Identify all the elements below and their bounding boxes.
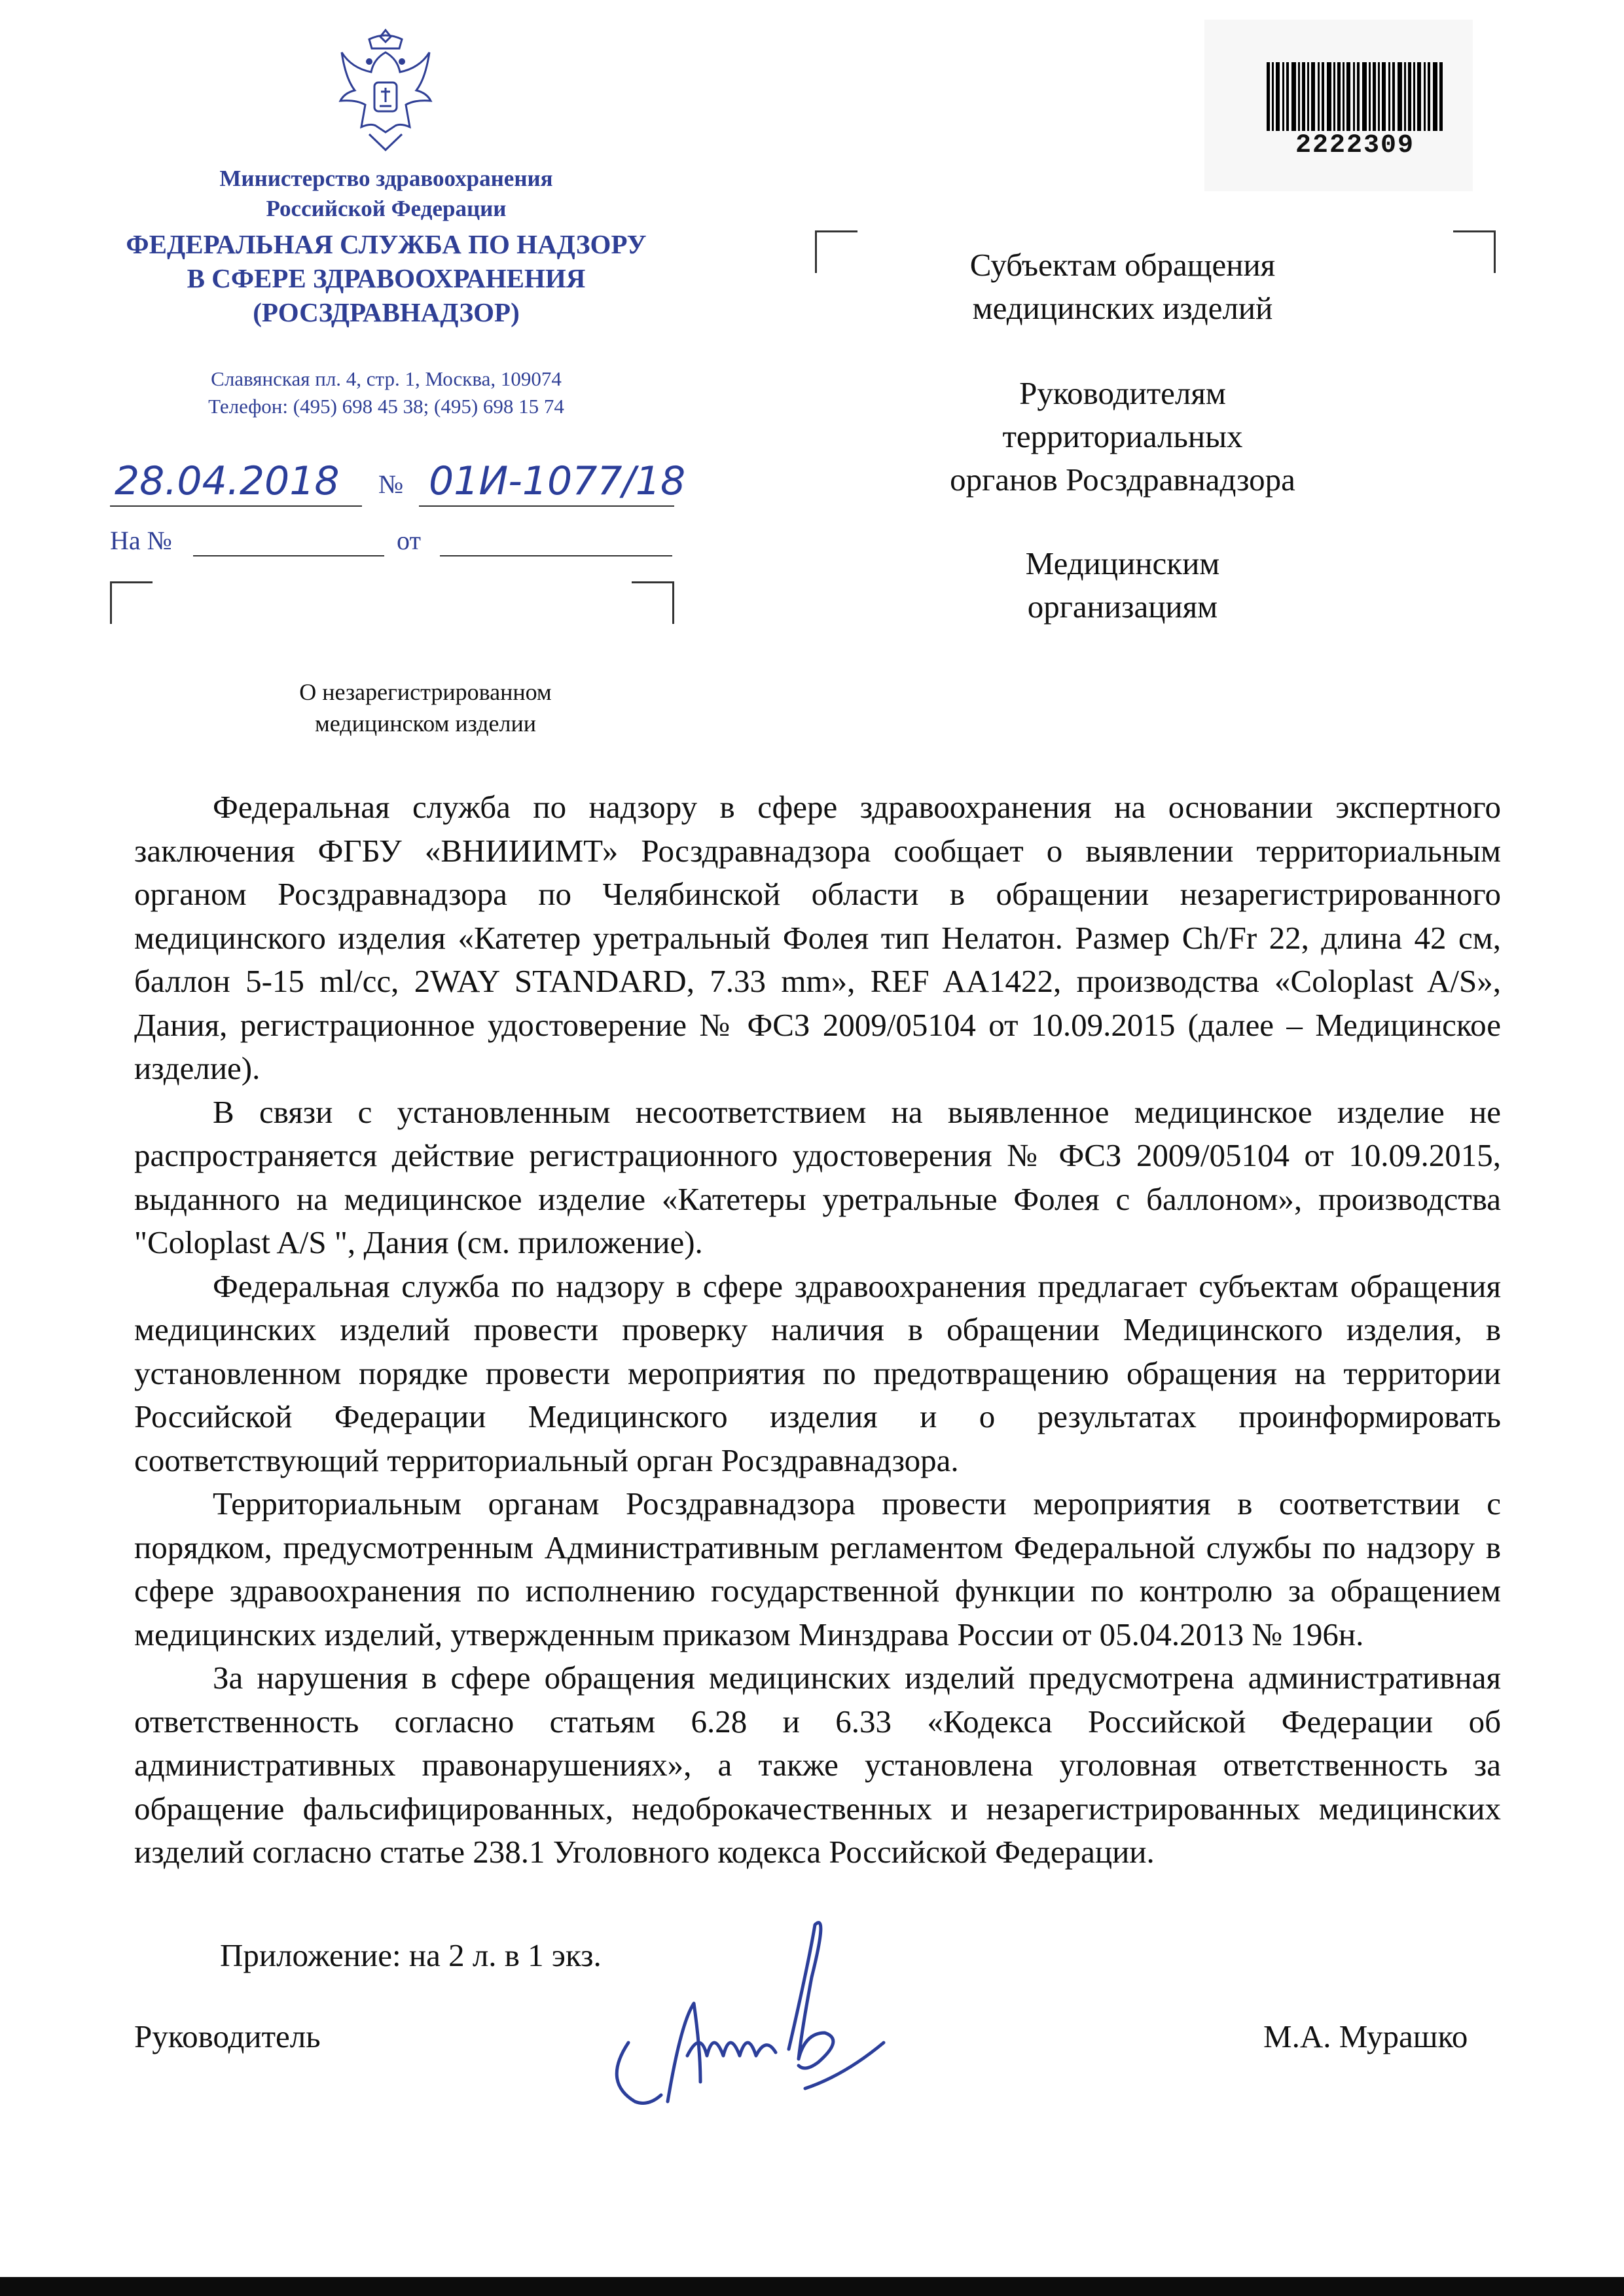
- reply-date-line: [440, 555, 672, 556]
- signatory-name: М.А. Мурашко: [1263, 2018, 1468, 2054]
- paragraph: В связи с установленным несоответствием на выявленное медицинское изделие не распространяется действие регистрационного удостоверения № ФСЗ 2009/05104 от 10.09.2015, выданного на медицинское изделие «Катетеры уретральные Фолея с баллоном», производства "Coloplast A/S ", Дания (см. приложение).: [134, 1093, 1501, 1260]
- corner-mark-recipient-right: [1453, 230, 1496, 273]
- letter-number: 01И-1077/18: [429, 458, 686, 504]
- attachment-note: Приложение: на 2 л. в 1 экз.: [220, 1937, 602, 1973]
- handwritten-signature: [589, 1905, 929, 2121]
- date-underline: [110, 505, 362, 507]
- barcode-icon: [1267, 62, 1443, 131]
- paragraph: Территориальным органам Росздравнадзора провести мероприятия в соответствии с порядком, предусмотренным Административным регламентом Федеральной службы по надзору в сфере здравоохранения по исполнению государственной функции по контролю за обращением медицинских изделий, утвержденным приказом Минздрава России от 05.04.2013 № 196н.: [134, 1485, 1501, 1652]
- recipient-block-1: Субъектам обращения медицинских изделий: [969, 247, 1276, 326]
- signatory-position: Руководитель: [134, 2018, 321, 2054]
- number-underline: [419, 505, 674, 507]
- coat-of-arms-emblem: [336, 26, 435, 155]
- reply-number-line: [193, 555, 384, 556]
- agency-phone: Телефон: (495) 698 45 38; (495) 698 15 74: [208, 395, 564, 418]
- agency-address: Славянская пл. 4, стр. 1, Москва, 109074: [211, 367, 562, 390]
- letter-subject: О незарегистрированном медицинском изделии: [299, 679, 552, 737]
- corner-mark-top-right: [632, 581, 674, 624]
- ministry-name: Министерство здравоохранения Российской Федерации: [219, 166, 553, 221]
- paragraph: За нарушения в сфере обращения медицинских изделий предусмотрена административная ответственность согласно статьям 6.28 и 6.33 «Кодекса Российской Федерации об административных правонарушениях», а также установлена уголовная ответственность за обращение фальсифицированных, недоброкачественных и незарегистрированных медицинских изделий согласно статье 238.1 Уголовного кодекса Российской Федерации.: [134, 1660, 1501, 1870]
- letter-date: 28.04.2018: [115, 458, 340, 504]
- agency-contacts: [124, 365, 648, 420]
- recipient-block-2: Руководителям территориальных органов Росздравнадзора: [950, 375, 1295, 498]
- paragraph: Федеральная служба по надзору в сфере здравоохранения на основании экспертного заключения ФГБУ «ВНИИИМТ» Росздравнадзора сообщает о выявлении территориальным органом Росздравнадзора по Челябинской области в обращении незарегистрированного медицинского изделия «Катетер уретральный Фолея тип Нелатон. Размер Ch/Fr 22, длина 42 см, баллон 5-15 ml/cc, 2WAY STANDARD, 7.33 mm», REF AA1422, производства «Coloplast A/S», Дания, регистрационное удостоверение № ФСЗ 2009/05104 от 10.09.2015 (далее – Медицинское изделие).: [134, 789, 1501, 1086]
- reply-label: На №: [110, 526, 172, 555]
- barcode-number: 2222309: [1295, 131, 1415, 160]
- from-label: от: [397, 526, 421, 555]
- recipient-block-3: Медицинским организациям: [1025, 545, 1220, 625]
- letter-body: [134, 786, 1501, 1874]
- paragraph: Федеральная служба по надзору в сфере здравоохранения предлагает субъектам обращения медицинских изделий провести проверку наличия в обращении Медицинского изделия, в установленном порядке провести мероприятия по предотвращению обращения на территории Российской Федерации Медицинского изделия и о результатах проинформировать соответствующий территориальный орган Росздравнадзора.: [134, 1267, 1501, 1478]
- agency-name: ФЕДЕРАЛЬНАЯ СЛУЖБА ПО НАДЗОРУ В СФЕРЕ ЗДРАВООХРАНЕНИЯ (РОСЗДРАВНАДЗОР): [126, 229, 647, 327]
- number-sign: №: [378, 469, 404, 499]
- scan-border: [0, 2277, 1624, 2296]
- corner-mark-top-left: [110, 581, 153, 624]
